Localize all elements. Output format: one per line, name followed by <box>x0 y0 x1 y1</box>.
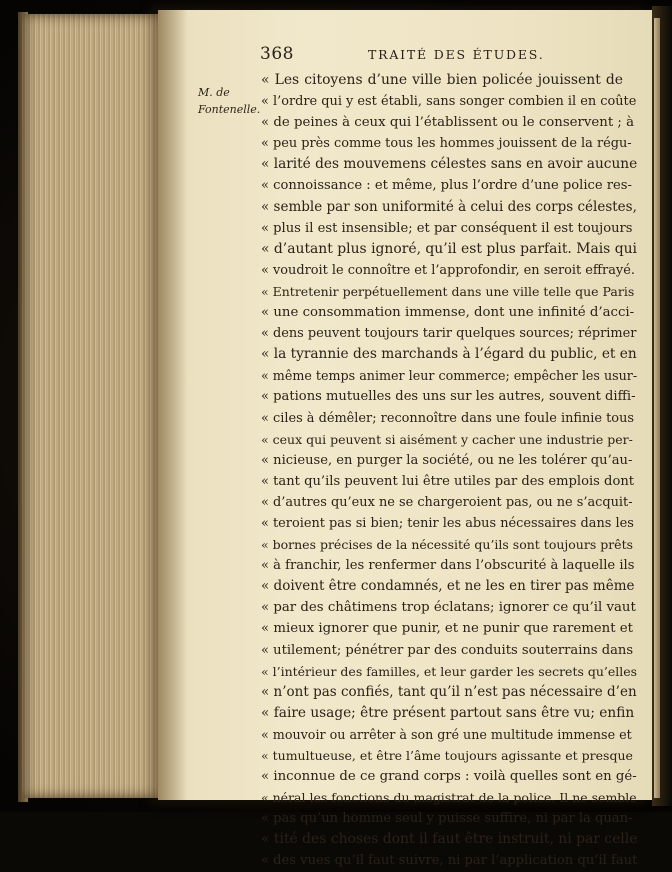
text-line-content: « d’autres qu’eux ne se chargeroient pas, ou ne s’acquit- <box>261 494 633 510</box>
text-line <box>261 640 637 661</box>
text-line-content: « tité des choses dont il faut être instruit, ni par celle <box>261 831 638 848</box>
text-line-content: « à franchir, les renfermer dans l’obscurité à laquelle ils <box>261 558 635 574</box>
page-stack-edge <box>22 14 174 798</box>
text-line <box>261 450 637 471</box>
text-line-content: « n’ont pas confiés, tant qu’il n’est pas nécessaire d’en <box>261 683 637 700</box>
text-line-content: « voudroit le connoître et l’approfondir, en seroit effrayé. <box>261 262 635 278</box>
text-line-content: « nicieuse, en purger la société, ou ne les tolérer qu’au- <box>261 452 633 468</box>
text-line-content: « plus il est insensible; et par conséquent il est toujours <box>261 220 633 236</box>
page-number: 368 <box>260 44 294 64</box>
text-line-content: « la tyrannie des marchands à l’égard du public, et en <box>261 346 637 363</box>
text-line <box>261 260 637 281</box>
text-line-content: « teroient pas si bien; tenir les abus nécessaires dans les <box>261 515 634 531</box>
text-line-content: « même temps animer leur commerce; empêcher les usur- <box>261 368 638 384</box>
text-line <box>261 682 637 703</box>
text-line-content: « l’ordre qui y est établi, sans songer combien il en coûte <box>261 94 637 110</box>
text-line <box>261 555 637 576</box>
text-line-content: « une consommation immense, dont une infinité d’acci- <box>261 305 635 321</box>
text-line <box>261 597 637 618</box>
text-line-content: « des vues qu’il faut suivre, ni par l’application qu’il faut <box>261 853 638 869</box>
text-line <box>261 323 637 344</box>
text-line-content: « mouvoir ou arrêter à son gré une multitude immense et <box>261 726 632 742</box>
text-line-content: « inconnue de ce grand corps : voilà quelles sont en gé- <box>261 769 637 785</box>
page-header <box>260 44 640 66</box>
text-line <box>261 703 637 724</box>
text-line <box>261 850 637 871</box>
text-line-content: « doivent être condamnés, et ne les en tirer pas même <box>261 578 635 595</box>
text-line-content: « Entretenir perpétuellement dans une ville telle que Paris <box>261 283 635 299</box>
text-line <box>261 154 637 175</box>
gutter-shadow <box>158 10 188 800</box>
text-line-content: « pas qu’un homme seul y puisse suffire, ni par la quan- <box>261 811 633 827</box>
text-line-content: « l’intérieur des familles, et leur garder les secrets qu’elles <box>261 663 638 679</box>
text-line <box>261 471 637 492</box>
text-line-content: « néral les fonctions du magistrat de la police. Il ne semble <box>261 790 637 806</box>
text-line-content: « semble par son uniformité à celui des corps célestes, <box>261 198 637 215</box>
text-line <box>261 724 637 745</box>
text-line-content: « dens peuvent toujours tarir quelques sources; réprimer <box>261 326 637 342</box>
text-line <box>261 576 637 597</box>
text-line <box>261 534 637 555</box>
text-line <box>261 829 637 850</box>
text-line <box>261 133 637 154</box>
text-line <box>261 808 637 829</box>
text-line <box>261 218 637 239</box>
text-line <box>261 175 637 196</box>
text-line <box>261 302 637 323</box>
text-line-content: « tant qu’ils peuvent lui être utiles par des emplois dont <box>261 473 635 489</box>
text-line <box>261 281 637 302</box>
margin-note: M. de Fontenelle. <box>198 86 261 116</box>
text-line <box>261 239 637 260</box>
text-line <box>261 492 637 513</box>
text-line <box>261 112 637 133</box>
body-text <box>261 70 637 872</box>
running-head: TRAITÉ DES ÉTUDES. <box>368 47 545 62</box>
text-line <box>261 70 637 91</box>
text-line <box>261 766 637 787</box>
text-line-content: « pations mutuelles des uns sur les autres, souvent diffi- <box>261 389 636 405</box>
text-line <box>261 386 637 407</box>
text-line <box>261 344 637 365</box>
text-line-content: « faire usage; être présent partout sans être vu; enfin <box>261 704 635 721</box>
text-line <box>261 429 637 450</box>
text-line-content: « d’autant plus ignoré, qu’il est plus parfait. Mais qui <box>261 240 638 257</box>
text-line <box>261 91 637 112</box>
text-line-content: « Les citoyens d’une ville bien policée jouissent de <box>261 72 623 88</box>
text-line-content: « ciles à démêler; reconnoître dans une foule infinie tous <box>261 410 634 426</box>
text-line-content: « ceux qui peuvent si aisément y cacher une industrie per- <box>261 431 633 447</box>
text-line <box>261 661 637 682</box>
text-line-content: « connoissance : et même, plus l’ordre d’une police res- <box>261 178 632 194</box>
text-line-content: « tumultueuse, et être l’âme toujours agissante et presque <box>261 748 633 763</box>
text-line-content: « de peines à ceux qui l’établissent ou le conservent ; à <box>261 115 635 131</box>
text-line <box>261 618 637 639</box>
text-line-content: « utilement; pénétrer par des conduits souterrains dans <box>261 642 634 658</box>
text-line <box>261 745 637 766</box>
text-line <box>261 408 637 429</box>
text-line-content: « mieux ignorer que punir, et ne punir que rarement et <box>261 621 634 637</box>
text-line <box>261 365 637 386</box>
text-line-content: « peu près comme tous les hommes jouissent de la régu- <box>261 136 632 152</box>
text-line <box>261 513 637 534</box>
text-line-content: « par des châtimens trop éclatans; ignorer ce qu’il vaut <box>261 600 636 616</box>
text-line-content: « larité des mouvemens célestes sans en avoir aucune <box>261 156 638 173</box>
text-line <box>261 787 637 808</box>
right-page-sliver <box>654 18 660 798</box>
text-line <box>261 197 637 218</box>
text-line-content: « bornes précises de la nécessité qu’ils sont toujours prêts <box>261 537 634 553</box>
